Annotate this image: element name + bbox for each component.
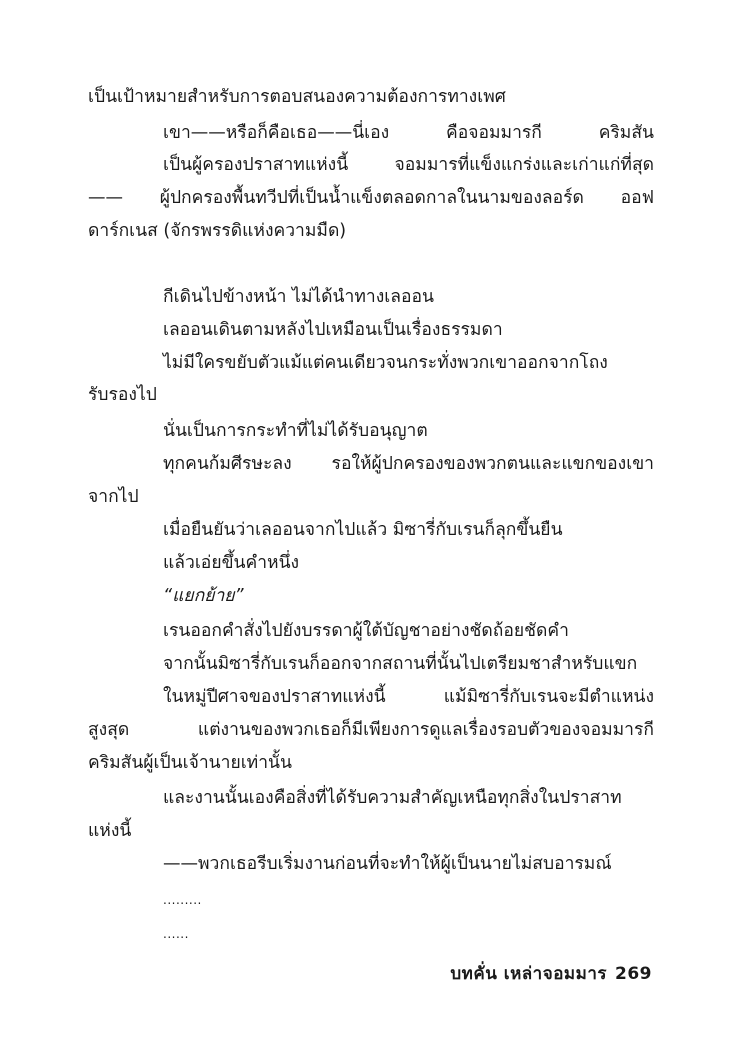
- text-line: จากไป: [88, 487, 139, 507]
- text-line: ——พวกเธอรีบเริ่มงานก่อนที่จะทำให้ผู้เป็นนายไม่สบอารมณ์: [163, 854, 612, 874]
- text-line: เมื่อยืนยันว่าเลออนจากไปแล้ว มิซารี่กับเรนก็ลุกขึ้นยืน: [163, 520, 563, 540]
- text-line: คริมสันผู้เป็นเจ้านายเท่านั้น: [88, 753, 292, 773]
- chapter-title: บทคั่น เหล่าจอมมาร: [450, 964, 607, 984]
- text-line: และงานนั้นเองคือสิ่งที่ได้รับความสำคัญเหนือทุกสิ่งในปราสาท: [163, 788, 622, 808]
- text-line: —— ผู้ปกครองพื้นทวีปที่เป็นน้ำแข็งตลอดกาลในนามของลอร์ด ออฟ: [88, 188, 654, 208]
- text-line: เป็นเป้าหมายสำหรับการตอบสนองความต้องการทางเพศ: [88, 87, 506, 107]
- text-line: ไม่มีใครขยับตัวแม้แต่คนเดียวจนกระทั่งพวกเขาออกจากโถง: [163, 353, 608, 373]
- text-line: เลออนเดินตามหลังไปเหมือนเป็นเรื่องธรรมดา: [163, 320, 503, 340]
- ellipsis-line: .........: [163, 893, 202, 907]
- text-line: เป็นผู้ครองปราสาทแห่งนี้ จอมมารที่แข็งแกร่งและเก่าแก่ที่สุด: [163, 155, 654, 175]
- page-footer: [450, 960, 652, 987]
- text-line: แห่งนี้: [88, 821, 132, 841]
- text-line: นั่นเป็นการกระทำที่ไม่ได้รับอนุญาต: [163, 421, 428, 441]
- text-line: ในหมู่ปีศาจของปราสาทแห่งนี้ แม้มิซารี่กับเรนจะมีตำแหน่ง: [163, 687, 654, 707]
- page-number: 269: [615, 964, 652, 984]
- text-line: จากนั้นมิซารี่กับเรนก็ออกจากสถานที่นั้นไปเตรียมชาสำหรับแขก: [163, 654, 638, 674]
- text-line: เขา——หรือก็คือเธอ——นี่เอง คือจอมมารกี คริมสัน: [163, 123, 654, 143]
- text-line: แล้วเอ่ยขึ้นคำหนึ่ง: [163, 553, 300, 573]
- text-line: กีเดินไปข้างหน้า ไม่ได้นำทางเลออน: [163, 287, 434, 307]
- text-line: ทุกคนก้มศีรษะลง รอให้ผู้ปกครองของพวกตนและแขกของเขา: [163, 454, 654, 474]
- text-line: “แยกย้าย”: [163, 586, 244, 606]
- text-line: เรนออกคำสั่งไปยังบรรดาผู้ใต้บัญชาอย่างชัดถ้อยชัดคำ: [163, 621, 569, 641]
- ellipsis-line: ......: [163, 927, 189, 941]
- text-line: รับรองไป: [88, 385, 157, 405]
- text-line: สูงสุด แต่งานของพวกเธอก็มีเพียงการดูแลเรื่องรอบตัวของจอมมารกี: [88, 720, 654, 740]
- text-line: ดาร์กเนส (จักรพรรดิแห่งความมืด): [88, 221, 347, 241]
